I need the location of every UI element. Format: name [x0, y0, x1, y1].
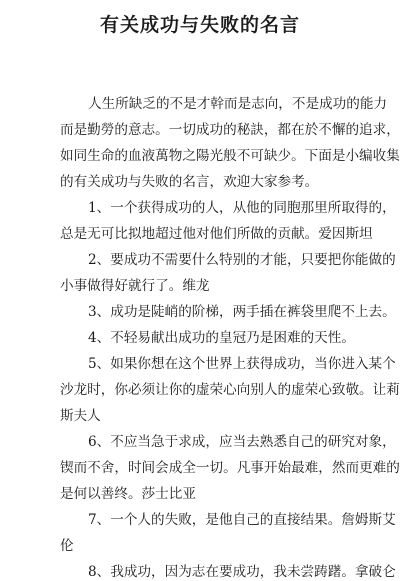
quote-line: 7、一个人的失败，是他自己的直接结果。詹姆斯艾	[88, 512, 396, 528]
paragraph-line: 的有关成功与失败的名言，欢迎大家参考。	[60, 174, 319, 190]
paragraph-line: 而是勤勞的意志。一切成功的秘訣，都在於不懈的追求，	[60, 122, 400, 138]
quote-line: 锲而不舍，时间会成全一切。凡事开始最难，然而更难的	[60, 460, 400, 476]
document-title: 有关成功与失败的名言	[99, 14, 300, 36]
quote-line: 5、如果你想在这个世界上获得成功，当你进入某个	[88, 356, 396, 372]
quote-line: 3、成功是陡峭的阶梯，两手插在裤袋里爬不上去。	[88, 304, 396, 320]
quote-line: 总是无可比拟地超过他对他们所做的贡献。爱因斯坦	[60, 226, 373, 242]
paragraph-line: 如同生命的血液萬物之陽光般不可缺少。下面是小编收集	[60, 148, 400, 164]
quote-line: 是何以善终。莎士比亚	[60, 486, 196, 502]
quote-line: 小事做得好就行了。维龙	[60, 278, 210, 294]
quote-line: 1、一个获得成功的人，从他的同胞那里所取得的，	[88, 200, 396, 216]
quote-line: 6、不应当急于求成，应当去熟悉自己的研究对象，	[88, 434, 396, 450]
paragraph-line: 人生所缺乏的不是才幹而是志向，不是成功的能力	[88, 96, 388, 112]
quote-line: 伦	[60, 538, 74, 554]
quote-line: 斯夫人	[60, 408, 101, 424]
quote-line: 沙龙时，你必须让你的虚荣心向别人的虚荣心致敬。让莉	[60, 382, 400, 398]
quote-line: 8、我成功，因为志在要成功，我未尝踌躇。拿破仑	[88, 564, 396, 580]
quote-line: 2、要成功不需要什么特别的才能，只要把你能做的	[88, 252, 396, 268]
quote-line: 4、不轻易献出成功的皇冠乃是困难的天性。	[88, 330, 355, 346]
